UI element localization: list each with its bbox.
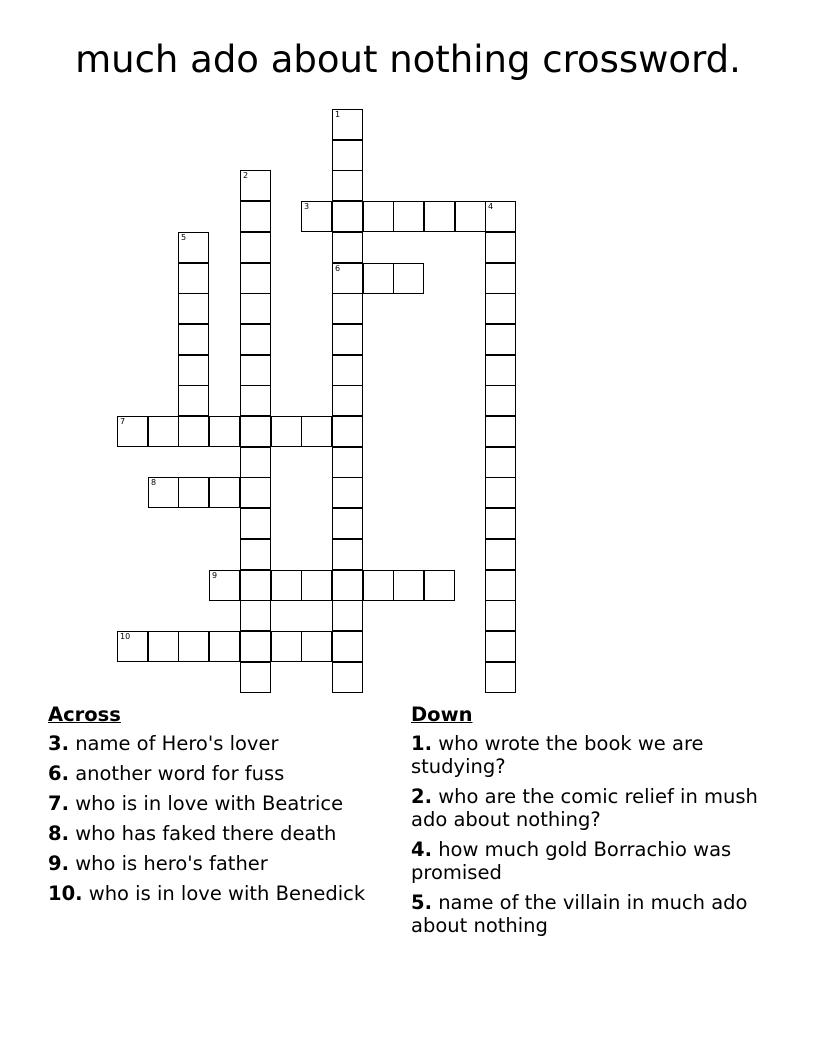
clue-across-10 (48, 882, 398, 905)
grid-cell[interactable] (485, 600, 516, 631)
grid-cell[interactable] (148, 477, 179, 508)
clue-across-9 (48, 852, 398, 875)
clue-text: how much gold Borrachio was promised (411, 838, 732, 884)
down-clues (411, 703, 771, 944)
grid-cell[interactable] (240, 385, 271, 416)
clue-across-6 (48, 762, 398, 785)
grid-cell[interactable] (332, 201, 363, 232)
grid-cell[interactable] (240, 293, 271, 324)
grid-cell[interactable] (148, 416, 179, 447)
grid-cell[interactable] (301, 201, 332, 232)
grid-cell[interactable] (424, 570, 455, 601)
clue-text: name of the villain in much ado about nothing (411, 891, 748, 937)
clue-text: who is in love with Beatrice (75, 792, 344, 815)
grid-cell[interactable] (240, 477, 271, 508)
cell-number: 5 (181, 233, 187, 242)
grid-cell[interactable] (332, 263, 363, 294)
grid-cell[interactable] (332, 140, 363, 171)
grid-cell[interactable] (363, 263, 394, 294)
grid-cell[interactable] (485, 201, 516, 232)
grid-cell[interactable] (455, 201, 486, 232)
clue-number: 9. (48, 852, 69, 875)
grid-cell[interactable] (271, 570, 302, 601)
grid-cell[interactable] (117, 631, 148, 662)
grid-cell[interactable] (240, 416, 271, 447)
grid-cell[interactable] (332, 385, 363, 416)
across-heading: Across (48, 703, 121, 726)
grid-cell[interactable] (332, 570, 363, 601)
grid-cell[interactable] (485, 631, 516, 662)
grid-cell[interactable] (393, 570, 424, 601)
grid-cell[interactable] (240, 539, 271, 570)
grid-cell[interactable] (363, 570, 394, 601)
grid-cell[interactable] (209, 570, 240, 601)
grid-cell[interactable] (178, 385, 209, 416)
grid-cell[interactable] (240, 355, 271, 386)
grid-cell[interactable] (363, 201, 394, 232)
grid-cell[interactable] (240, 570, 271, 601)
grid-cell[interactable] (240, 447, 271, 478)
grid-cell[interactable] (178, 293, 209, 324)
grid-cell[interactable] (485, 355, 516, 386)
clue-down-1 (411, 732, 771, 778)
grid-cell[interactable] (240, 232, 271, 263)
clue-across-7 (48, 792, 398, 815)
grid-cell[interactable] (332, 324, 363, 355)
grid-cell[interactable] (332, 662, 363, 693)
grid-cell[interactable] (332, 477, 363, 508)
cell-number: 3 (304, 202, 310, 211)
clue-text: who is in love with Benedick (88, 882, 366, 905)
grid-cell[interactable] (485, 662, 516, 693)
grid-cell[interactable] (240, 324, 271, 355)
grid-cell[interactable] (178, 416, 209, 447)
grid-cell[interactable] (424, 201, 455, 232)
grid-cell[interactable] (209, 416, 240, 447)
grid-cell[interactable] (301, 416, 332, 447)
cell-number: 4 (488, 202, 494, 211)
grid-cell[interactable] (332, 109, 363, 140)
clue-number: 2. (411, 785, 432, 808)
grid-cell[interactable] (332, 355, 363, 386)
clue-number: 7. (48, 792, 69, 815)
clue-text: who are the comic relief in mush ado about nothing? (411, 785, 758, 831)
grid-cell[interactable] (485, 508, 516, 539)
grid-cell[interactable] (485, 324, 516, 355)
cell-number: 9 (212, 571, 218, 580)
grid-cell[interactable] (393, 263, 424, 294)
clue-across-8 (48, 822, 398, 845)
grid-cell[interactable] (240, 662, 271, 693)
cell-number: 7 (120, 417, 126, 426)
clue-text: name of Hero's lover (75, 732, 279, 755)
clue-number: 8. (48, 822, 69, 845)
clue-number: 6. (48, 762, 69, 785)
grid-cell[interactable] (332, 170, 363, 201)
grid-cell[interactable] (301, 570, 332, 601)
grid-cell[interactable] (485, 570, 516, 601)
grid-cell[interactable] (485, 447, 516, 478)
grid-cell[interactable] (332, 293, 363, 324)
grid-cell[interactable] (485, 385, 516, 416)
grid-cell[interactable] (178, 355, 209, 386)
grid-cell[interactable] (240, 508, 271, 539)
grid-cell[interactable] (178, 477, 209, 508)
clue-number: 4. (411, 838, 432, 861)
clue-text: who has faked there death (75, 822, 337, 845)
grid-cell[interactable] (485, 477, 516, 508)
grid-cell[interactable] (117, 416, 148, 447)
grid-cell[interactable] (332, 539, 363, 570)
grid-cell[interactable] (485, 416, 516, 447)
clue-down-4 (411, 838, 771, 884)
grid-cell[interactable] (332, 447, 363, 478)
grid-cell[interactable] (178, 631, 209, 662)
cell-number: 8 (151, 478, 157, 487)
clue-number: 10. (48, 882, 83, 905)
grid-cell[interactable] (332, 631, 363, 662)
grid-cell[interactable] (240, 631, 271, 662)
cell-number: 2 (243, 171, 249, 180)
cell-number: 6 (335, 264, 341, 273)
grid-cell[interactable] (332, 600, 363, 631)
grid-cell[interactable] (332, 508, 363, 539)
grid-cell[interactable] (332, 232, 363, 263)
grid-cell[interactable] (271, 631, 302, 662)
grid-cell[interactable] (485, 232, 516, 263)
clue-text: another word for fuss (75, 762, 285, 785)
grid-cell[interactable] (332, 416, 363, 447)
grid-cell[interactable] (209, 477, 240, 508)
clue-number: 5. (411, 891, 432, 914)
grid-cell[interactable] (240, 170, 271, 201)
grid-cell[interactable] (271, 416, 302, 447)
grid-cell[interactable] (301, 631, 332, 662)
clue-down-5 (411, 891, 771, 937)
grid-cell[interactable] (240, 201, 271, 232)
grid-cell[interactable] (485, 539, 516, 570)
grid-cell[interactable] (485, 263, 516, 294)
clue-down-2 (411, 785, 771, 831)
grid-cell[interactable] (209, 631, 240, 662)
grid-cell[interactable] (148, 631, 179, 662)
clue-number: 1. (411, 732, 432, 755)
clue-number: 3. (48, 732, 69, 755)
page-title: much ado about nothing crossword. (75, 38, 741, 81)
grid-cell[interactable] (393, 201, 424, 232)
grid-cell[interactable] (178, 263, 209, 294)
across-clues (48, 703, 398, 912)
grid-cell[interactable] (178, 232, 209, 263)
cell-number: 10 (120, 632, 131, 641)
cell-number: 1 (335, 110, 341, 119)
grid-cell[interactable] (485, 293, 516, 324)
grid-cell[interactable] (240, 600, 271, 631)
clue-across-3 (48, 732, 398, 755)
clue-text: who is hero's father (75, 852, 268, 875)
grid-cell[interactable] (178, 324, 209, 355)
down-heading: Down (411, 703, 473, 726)
clue-text: who wrote the book we are studying? (411, 732, 704, 778)
grid-cell[interactable] (240, 263, 271, 294)
